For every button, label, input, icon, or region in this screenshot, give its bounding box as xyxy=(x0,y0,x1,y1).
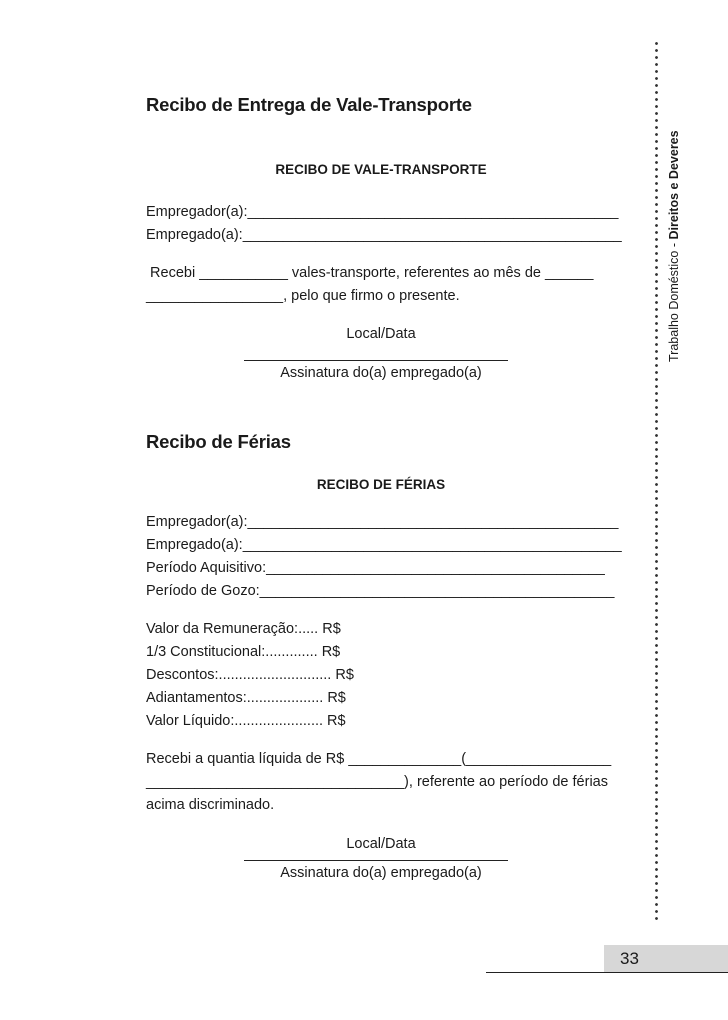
ferias-periodo-gozo-line: Período de Gozo:____________________________________________ xyxy=(146,583,615,599)
page-number-box xyxy=(604,945,728,972)
page-number: 33 xyxy=(620,949,639,968)
vt-firmo-line: _________________, pelo que firmo o presente. xyxy=(146,288,460,304)
vt-local-data: Local/Data xyxy=(346,326,416,342)
ferias-section-title: Recibo de Férias xyxy=(146,431,291,452)
vt-subtitle: RECIBO DE VALE-TRANSPORTE xyxy=(275,162,487,177)
ferias-valor-liquido: Valor Líquido:...................... R$ xyxy=(146,713,346,729)
ferias-empregado-line: Empregado(a):_______________________________________________ xyxy=(146,537,622,553)
side-label-bold: Direitos e Deveres xyxy=(667,130,681,240)
ferias-empregador-line: Empregador(a):______________________________________________ xyxy=(146,514,619,530)
side-label-prefix: Trabalho Doméstico - xyxy=(667,239,681,362)
ferias-periodo-aquisitivo-line: Período Aquisitivo:__________________________________________ xyxy=(146,560,605,576)
ferias-local-data: Local/Data xyxy=(346,836,416,852)
ferias-adiantamentos: Adiantamentos:................... R$ xyxy=(146,690,346,706)
ferias-signature-line xyxy=(244,860,508,861)
vt-recebi-line: Recebi ___________ vales-transporte, referentes ao mês de ______ xyxy=(146,265,594,281)
ferias-terco-constitucional: 1/3 Constitucional:............. R$ xyxy=(146,644,341,660)
vt-signature-line xyxy=(244,360,508,361)
ferias-receipt-line-2: ________________________________), referente ao período de férias xyxy=(146,774,608,790)
ferias-receipt-line-1: Recebi a quantia líquida de R$ ______________(__________________ xyxy=(146,751,612,767)
ferias-valor-remuneracao: Valor da Remuneração:..... R$ xyxy=(146,621,341,637)
ferias-descontos: Descontos:............................ R$ xyxy=(146,667,354,683)
ferias-signature-caption: Assinatura do(a) empregado(a) xyxy=(280,865,482,881)
vt-signature-caption: Assinatura do(a) empregado(a) xyxy=(280,365,482,381)
ferias-subtitle: RECIBO DE FÉRIAS xyxy=(316,477,446,492)
vt-section-title: Recibo de Entrega de Vale-Transporte xyxy=(146,94,472,115)
vt-empregador-line: Empregador(a):______________________________________________ xyxy=(146,204,619,220)
dotted-margin-rule xyxy=(654,40,659,924)
footer-rule xyxy=(486,972,728,973)
vt-empregado-line: Empregado(a):_______________________________________________ xyxy=(146,227,622,243)
side-running-header xyxy=(667,130,681,362)
ferias-receipt-line-3: acima discriminado. xyxy=(146,797,275,813)
